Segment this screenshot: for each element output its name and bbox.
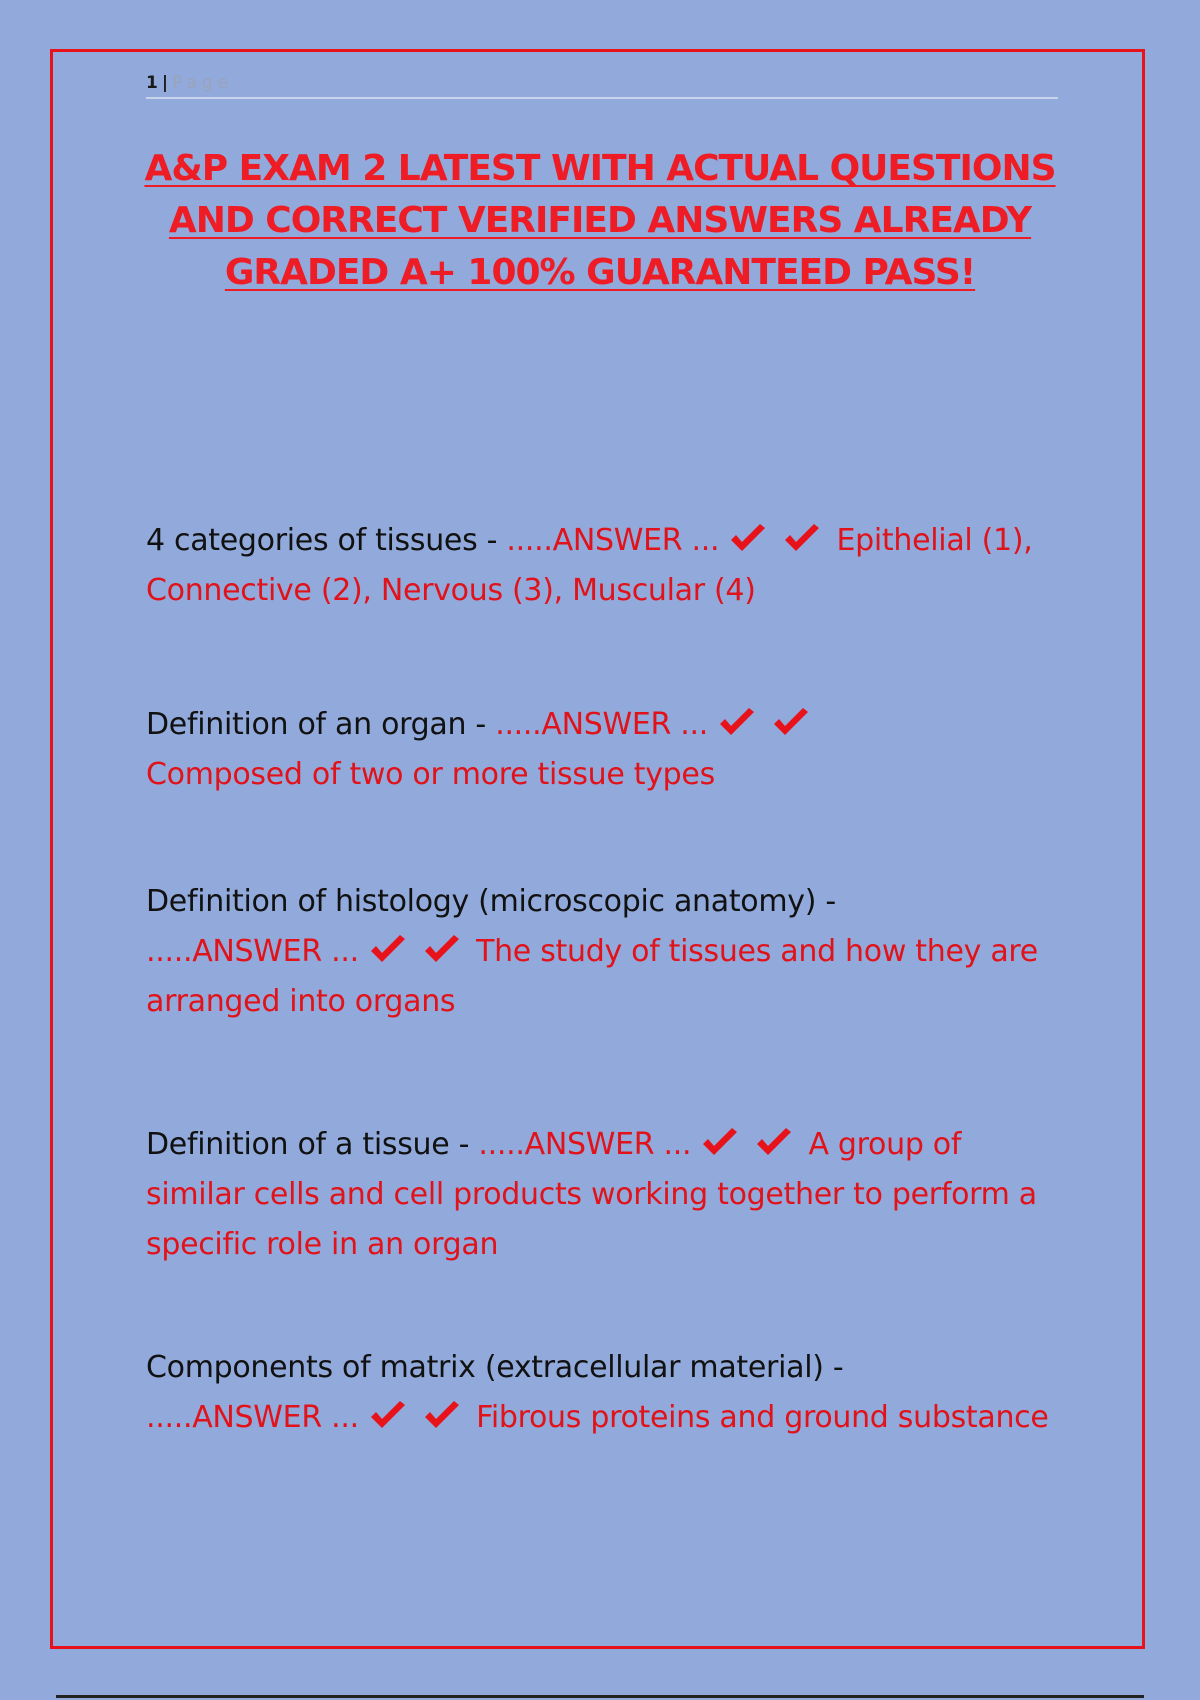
checkmark-icon xyxy=(422,935,462,965)
answer-dots: ..... xyxy=(146,934,193,969)
answer-label: ANSWER ... xyxy=(524,1127,692,1162)
qa-item xyxy=(146,1343,1061,1443)
answer-dots: ..... xyxy=(146,1400,193,1435)
answer-dots: ..... xyxy=(495,707,542,742)
document-title: A&P EXAM 2 LATEST WITH ACTUAL QUESTIONS AND CORRECT VERIFIED ANSWERS ALREADY GRADED A+ 100% GUARANTEED PASS! xyxy=(144,148,1056,293)
checkmark-icon xyxy=(782,524,822,554)
checkmark-icon xyxy=(422,1401,462,1431)
qa-item xyxy=(146,700,1061,800)
answer-text: Fibrous proteins and ground substance xyxy=(476,1400,1049,1435)
checkmark-icon xyxy=(717,708,757,738)
question-text: Definition of an organ - xyxy=(146,707,496,742)
page-separator: | xyxy=(161,73,169,93)
question-text: Components of matrix (extracellular material) - xyxy=(146,1350,844,1385)
answer-text: A group of similar cells and cell products working together to perform a specific role in an organ xyxy=(146,1127,1037,1262)
checkmark-icon xyxy=(368,935,408,965)
answer-label: ANSWER ... xyxy=(541,707,709,742)
checkmark-icon xyxy=(368,1401,408,1431)
answer-label: ANSWER ... xyxy=(552,523,720,558)
checkmark-icon xyxy=(728,524,768,554)
answer-label: ANSWER ... xyxy=(192,934,359,969)
answer-label: ANSWER ... xyxy=(192,1400,359,1435)
answer-text: Composed of two or more tissue types xyxy=(146,757,715,792)
answer-text: The study of tissues and how they are arranged into organs xyxy=(146,934,1038,1019)
checkmark-icon xyxy=(771,708,811,738)
page-label: Page xyxy=(172,73,234,93)
question-text: Definition of a tissue - xyxy=(146,1127,479,1162)
bottom-rule xyxy=(56,1695,1144,1698)
page-header xyxy=(146,70,1058,99)
checkmark-icon xyxy=(754,1128,794,1158)
answer-dots: ..... xyxy=(478,1127,525,1162)
answer-text: Epithelial (1), Connective (2), Nervous (3), Muscular (4) xyxy=(146,523,1033,608)
checkmark-icon xyxy=(700,1128,740,1158)
qa-item xyxy=(146,516,1061,616)
question-text: Definition of histology (microscopic anatomy) - xyxy=(146,884,836,919)
qa-item xyxy=(146,1120,1061,1270)
question-text: 4 categories of tissues - xyxy=(146,523,507,558)
answer-dots: ..... xyxy=(506,523,553,558)
page-number: 1 xyxy=(146,73,158,93)
qa-item xyxy=(146,877,1061,1027)
